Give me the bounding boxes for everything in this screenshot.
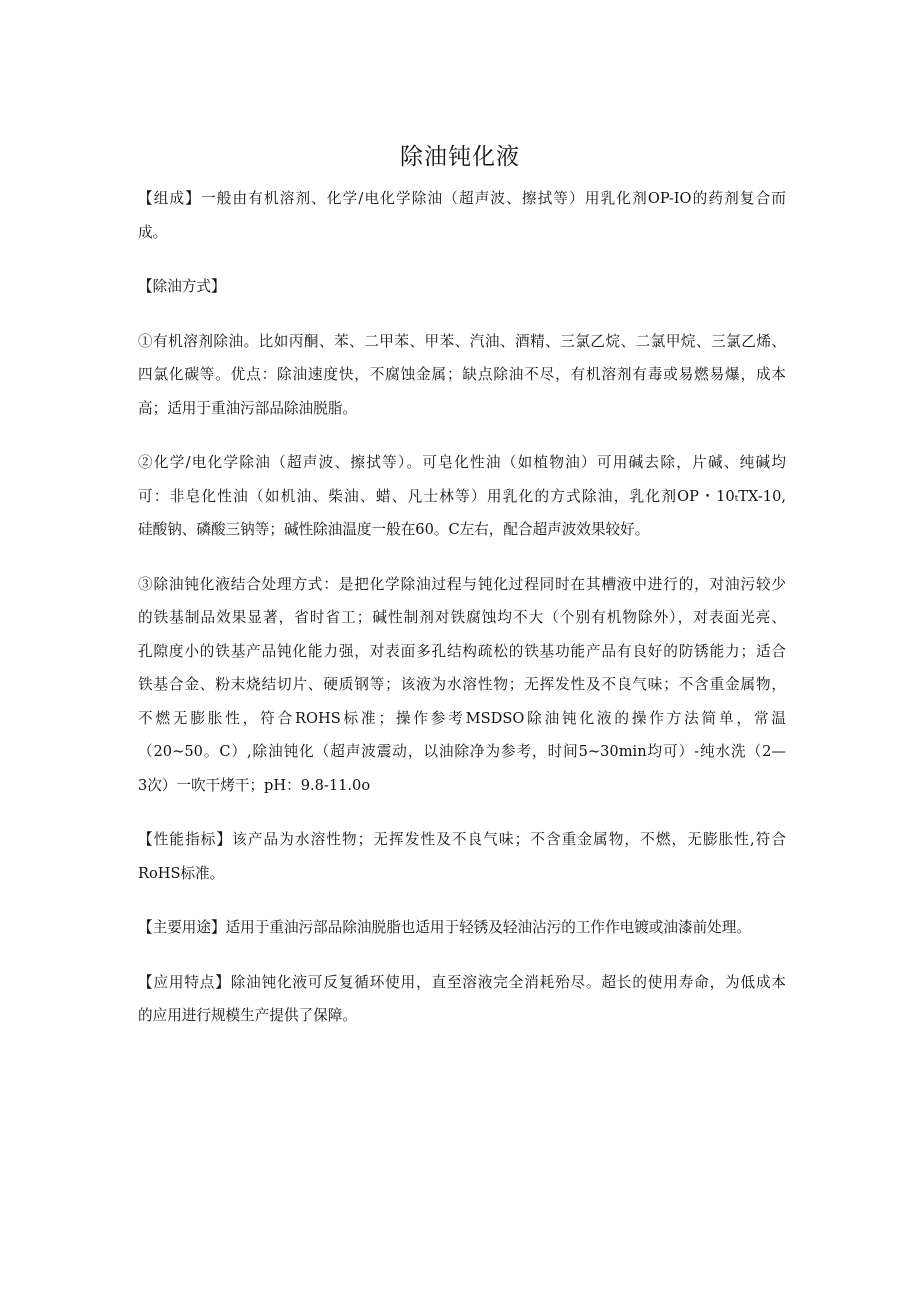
text-line: 【应用特点】除油钝化液可反复循环使用，直至溶液完全消耗殆尽。超长的使用寿命，为低成本 [138,973,786,991]
text-line: 硅酸钠、磷酸三钠等；碱性除油温度一般在60。C左右，配合超声波效果较好。 [138,521,650,538]
text-line: 可：非皂化性油（如机油、柴油、蜡、凡士林等）用乳化的方式除油，乳化剂OP・10ₜTX-10, [138,487,786,505]
text-line: （20~50。C）,除油钝化（超声波震动，以油除净为参考，时间5~30min均可）-纯水洗（2— [138,743,786,760]
text-line: 【性能指标】该产品为水溶性物；无挥发性及不良气味；不含重金属物，不燃，无膨胀性,符合 [138,831,786,848]
text-line: 的铁基制品效果显著，省时省工；碱性制剂对铁腐蚀均不大（个别有机物除外），对表面光亮、 [138,609,786,626]
text-line: ②化学/电化学除油（超声波、擦拭等）。可皂化性油（如植物油）可用碱去除，片碱、纯碱均 [138,454,786,471]
document-title: 除油钝化液 [400,144,520,170]
text-line: 【组成】一般由有机溶剂、化学/电化学除油（超声波、擦拭等）用乳化剂OP-IO的药剂复合而 [138,190,786,207]
document-body [138,182,786,1054]
paragraph-degreasing-methods-heading [138,270,786,304]
text-line: 【主要用途】适用于重油污部品除油脱脂也适用于轻锈及轻油沾污的工作作电镀或油漆前处理。 [138,919,751,936]
paragraph-combined-treatment [138,568,786,803]
text-line: 3次）一吹干烤干；pH：9.8-11.0o [138,776,371,794]
text-line: RoHS标准。 [138,864,225,882]
text-line: ①有机溶剂除油。比如丙酮、苯、二甲苯、甲苯、汽油、酒精、三氯乙烷、二氯甲烷、三氯乙烯、 [138,332,786,350]
text-line: 四氯化碳等。优点：除油速度快，不腐蚀金属；缺点除油不尽，有机溶剂有毒或易燃易爆，成本 [138,366,786,383]
section-heading: 【除油方式】 [138,278,226,295]
paragraph-performance [138,823,786,890]
paragraph-application-features [138,966,786,1033]
text-line: 孔隙度小的铁基产品钝化能力强，对表面多孔结构疏松的铁基功能产品有良好的防锈能力；适合 [138,642,786,660]
paragraph-main-uses [138,911,786,945]
paragraph-organic-solvent [138,325,786,426]
paragraph-chemical-degreasing [138,446,786,547]
paragraph-composition [138,182,786,249]
text-line: 铁基合金、粉末烧结切片、硬质钢等；该液为水溶性物；无挥发性及不良气味；不含重金属物， [138,676,786,693]
text-line: 的应用进行规模生产提供了保障。 [138,1007,357,1024]
text-line: 成。 [138,223,168,241]
text-line: 不燃无膨胀性，符合ROHS标准；操作参考MSDSO除油钝化液的操作方法简单，常温 [138,709,786,727]
text-line: ③除油钝化液结合处理方式：是把化学除油过程与钝化过程同时在其槽液中进行的，对油污较少 [138,575,786,593]
text-line: 高；适用于重油污部品除油脱脂。 [138,399,357,417]
